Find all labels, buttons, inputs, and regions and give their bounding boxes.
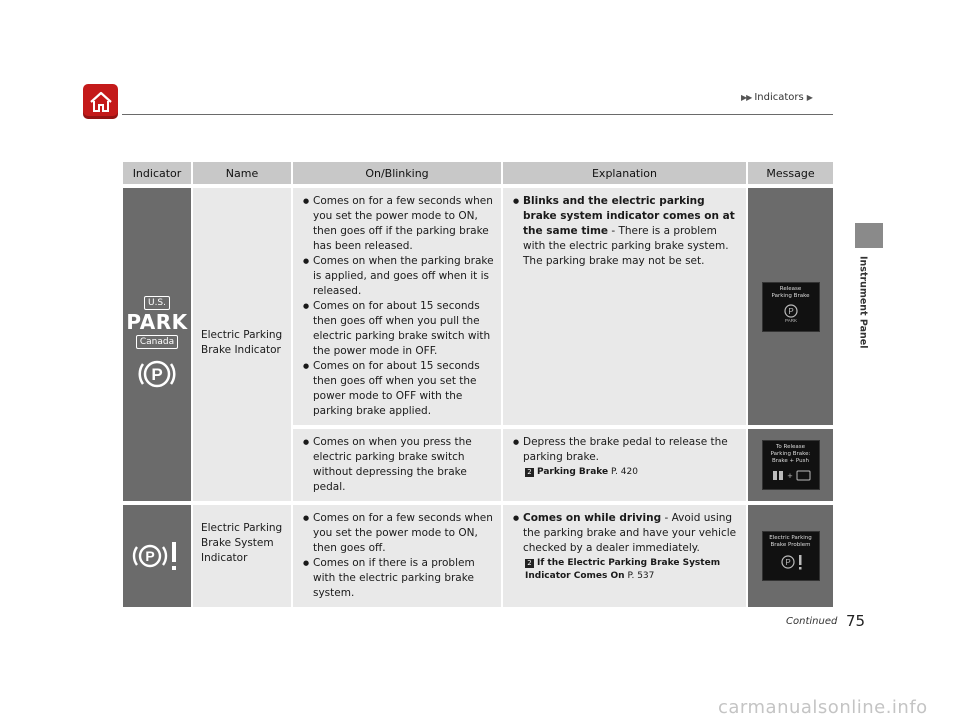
- section-label-text: Instrument Panel: [857, 256, 869, 349]
- parking-brake-icon: [137, 354, 177, 394]
- on-cell: [291, 188, 501, 425]
- header-message: Message: [746, 162, 833, 184]
- list-item: ● Comes on when you press the electric parking brake switch without depressing the brake pedal.: [303, 435, 495, 495]
- message-line: To Release: [775, 444, 806, 450]
- message-line: Brake + Push: [772, 458, 809, 464]
- list-item: ● Comes on for a few seconds when you set the power mode to ON, then goes off.: [303, 511, 495, 556]
- header-name: Name: [191, 162, 291, 184]
- reference-title: If the Electric Parking Brake System Indicator Comes On: [525, 558, 721, 581]
- section-label: [855, 256, 871, 366]
- header-rule: [122, 114, 833, 115]
- on-cell: [291, 505, 501, 607]
- header-explanation: Explanation: [501, 162, 746, 184]
- continued-label: Continued: [786, 616, 838, 627]
- list-item: ● Comes on for about 15 seconds then goes off when you pull the electric parking brake switch with the power mode in OFF.: [303, 299, 495, 359]
- table-row: [123, 188, 833, 425]
- message-line: Parking Brake:: [770, 451, 811, 457]
- message-screen: [762, 282, 820, 332]
- page-number: 75: [846, 612, 866, 630]
- svg-text:P: P: [145, 548, 155, 564]
- explanation-bold: Blinks and the electric parking brake system indicator comes on at the same time: [523, 195, 735, 237]
- message-line: Parking Brake: [771, 292, 810, 299]
- message-cell: [746, 188, 833, 425]
- reference-arrow-icon: 2: [525, 468, 534, 477]
- reference-page: P. 537: [627, 571, 655, 581]
- reference-title: Parking Brake: [537, 467, 609, 477]
- list-item: ● Comes on for about 15 seconds then goes off when you set the power mode to OFF with the parking brake applied.: [303, 359, 495, 419]
- indicator-name: Electric Parking Brake System Indicator: [201, 522, 283, 564]
- message-cell: [746, 505, 833, 607]
- parking-brake-warning-icon: [132, 538, 182, 574]
- us-tag: U.S.: [144, 296, 170, 310]
- explanation-text: - There is a problem with the electric parking brake system. The parking brake may not be set.: [523, 225, 729, 267]
- message-screen: [762, 531, 820, 581]
- list-item: ● Comes on if there is a problem with the electric parking brake system.: [303, 556, 495, 601]
- explanation-cell: [501, 429, 746, 501]
- svg-text:P: P: [151, 364, 163, 384]
- explanation-text: - Avoid using the parking brake and have your vehicle checked by a dealer immediately.: [523, 512, 737, 554]
- canada-tag: Canada: [136, 335, 178, 349]
- reference-arrow-icon: 2: [525, 559, 534, 568]
- list-item: ● Comes on when the parking brake is applied, and goes off when it is released.: [303, 254, 495, 299]
- indicator-cell-system: [123, 505, 191, 607]
- message-line: Brake Problem: [770, 542, 811, 548]
- explanation-bold: Comes on while driving: [523, 512, 662, 524]
- table-header-row: [123, 162, 833, 184]
- section-tab[interactable]: [855, 223, 883, 248]
- explanation-text: Depress the brake pedal to release the parking brake.: [523, 436, 728, 463]
- list-item: [513, 194, 740, 269]
- breadcrumb[interactable]: [741, 92, 812, 103]
- page-reference[interactable]: [523, 466, 740, 479]
- explanation-cell: [501, 505, 746, 607]
- list-item: [513, 511, 740, 583]
- reference-page: P. 420: [611, 467, 638, 477]
- page-reference[interactable]: [523, 557, 740, 583]
- message-icon-text: PARK: [784, 317, 797, 323]
- indicator-cell-park: [123, 188, 191, 501]
- list-item: ● Comes on for a few seconds when you set the power mode to ON, then goes off if the parking brake has been released.: [303, 194, 495, 254]
- svg-text:P: P: [784, 558, 791, 567]
- breadcrumb-end-arrow-icon: ▶: [806, 93, 812, 102]
- header-on-blinking: On/Blinking: [291, 162, 501, 184]
- home-button[interactable]: [83, 84, 118, 119]
- message-cell: [746, 429, 833, 501]
- on-cell: [291, 429, 501, 501]
- message-line: Release: [779, 285, 802, 292]
- parking-brake-icon: [778, 303, 804, 323]
- breadcrumb-label: Indicators: [754, 92, 804, 103]
- home-icon: [89, 91, 113, 113]
- message-line: Electric Parking: [769, 535, 812, 541]
- svg-text:+: +: [786, 471, 793, 481]
- header-indicator: Indicator: [123, 162, 191, 184]
- name-cell-system: [191, 505, 291, 607]
- explanation-cell: [501, 188, 746, 425]
- name-cell-park: [191, 188, 291, 501]
- svg-text:P: P: [787, 306, 794, 316]
- message-screen: [762, 440, 820, 490]
- table-row: [123, 505, 833, 607]
- brake-plus-switch-icon: [769, 468, 813, 482]
- indicator-table: [123, 158, 833, 611]
- watermark: carmanualsonline.info: [718, 697, 928, 718]
- list-item: [513, 435, 740, 479]
- breadcrumb-arrow-icon: ▶▶: [741, 93, 752, 102]
- indicator-name: Electric Parking Brake Indicator: [201, 329, 283, 356]
- park-indicator-icon: PARK: [126, 309, 188, 334]
- parking-brake-warning-icon: [777, 552, 805, 572]
